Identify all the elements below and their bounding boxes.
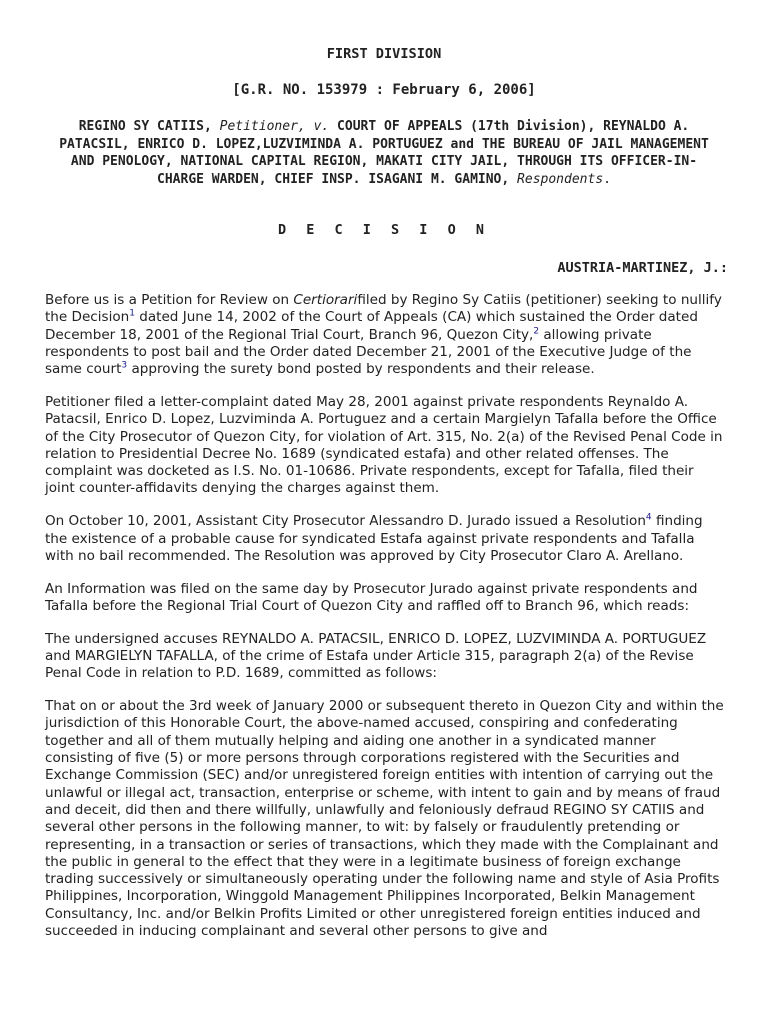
paragraph-text: filed by Regino Sy Catiis (petitioner) seeking to nullify the Decision [45,292,722,326]
ponente: AUSTRIA-MARTINEZ, J.: [557,260,728,276]
paragraph-text: On October 10, 2001, Assistant City Prosecutor Alessandro D. Jurado issued a Resolution [45,513,646,530]
paragraph-4: An Information was filed on the same day by Prosecutor Jurado against private respondents and Tafalla before the Regional Trial Court of Quezon City and raffled off to Branch 96, which reads: [45,580,698,614]
paragraph-2: Petitioner filed a letter-complaint dated May 28, 2001 against private respondents Reynaldo A. Patacsil, Enrico D. Lopez, Luzviminda A. Portuguez and a certain Margielyn Tafalla before the Office of the City Prosecutor of Quezon City, for violation of Art. 315, No. 2(a) of the Revised Penal Code in relation to Presidential Decree No. 1689 (syndicated estafa) and other related offenses. The complaint was docketed as I.S. No. 01-10686. Private respondents, except for Tafalla, filed their joint counter-affidavits denying the charges against them. [45,393,723,497]
paragraph-text: dated June 14, 2002 of the Court of Appeals (CA) which sustained the Order dated December 18, 2001 of the Regional Trial Court, Branch 96, Quezon City, [45,309,698,343]
footnote-link-4[interactable]: 4 [645,512,652,523]
footnote-link-2[interactable]: 2 [533,326,540,337]
paragraph-text: approving the surety bond posted by respondents and their release. [127,361,595,378]
respondents-role: Respondents [517,171,604,187]
paragraph-text: finding the existence of a probable cause for syndicated Estafa against private respondents and Tafalla with no bail recommended. The Resolution was approved by City Prosecutor Claro A. Arellano. [45,513,703,564]
petitioner-name: REGINO SY CATIIS, [78,119,212,134]
italic-term: Certiorari [293,292,358,308]
respondents-names: COURT OF APPEALS (17th Division), REYNALDO A. PATACSIL, ENRICO D. LOPEZ,LUZVIMINDA A. PORTUGUEZ and THE BUREAU OF JAIL MANAGEMENT AND PENOLOGY, NATIONAL CAPITAL REGION, MAKATI CITY JAIL, THROUGH ITS OFFICER-IN-CHARGE WARDEN, CHIEF INSP. ISAGANI M. GAMINO, [59,119,709,187]
paragraph-5: The undersigned accuses REYNALDO A. PATACSIL, ENRICO D. LOPEZ, LUZVIMINDA A. PORTUGUEZ and MARGIELYN TAFALLA, of the crime of Estafa under Article 315, paragraph 2(a) of the Revise Penal Code in relation to P.D. 1689, committed as follows: [45,630,707,682]
paragraph-3 [45,513,725,565]
petitioner-role: Petitioner [219,119,298,134]
decision-body [45,292,725,956]
versus-label: v. [313,119,330,134]
paragraph-1 [45,292,725,378]
footnote-link-3[interactable]: 3 [121,360,128,371]
paragraph-text: allowing private respondents to post bail and the Order dated December 21, 2001 of the Executive Judge of the same court [45,326,692,378]
decision-heading: D E C I S I O N [278,222,490,238]
paragraph-text: Before us is a Petition for Review on [45,292,294,308]
division-heading: FIRST DIVISION [326,46,442,62]
case-number: [G.R. NO. 153979 : February 6, 2006] [232,82,536,98]
case-parties: REGINO SY CATIIS, Petitioner, v. COURT OF APPEALS (17th Division), REYNALDO A. PATACSIL, ENRICO D. LOPEZ,LUZVIMINDA A. PORTUGUEZ and THE BUREAU OF JAIL MANAGEMENT AND PENOLOGY, NATIONAL CAPITAL REGION, MAKATI CITY JAIL, THROUGH ITS OFFICER-IN-CHARGE WARDEN, CHIEF INSP. ISAGANI M. GAMINO, Respondents. [59,119,709,187]
paragraph-6: That on or about the 3rd week of January 2000 or subsequent thereto in Quezon City and within the jurisdiction of this Honorable Court, the above-named accused, conspiring and confederating together and all of them mutually helping and aiding one another in a syndicated manner consisting of five (5) or more persons through corporations registered with the Securities and Exchange Commission (SEC) and/or unregistered foreign entities with intention of carrying out the unlawful or illegal act, transaction, enterprise or scheme, with intent to gain and by means of fraud and deceit, did then and there willfully, unlawfully and feloniously defraud REGINO SY CATIIS and several other persons in the following manner, to wit: by falsely or fraudulently pretending or representing, in a transaction or series of transactions, which they made with the Complainant and the public in general to the effect that they were in a legitimate business of foreign exchange trading successively or simultaneously operating under the following name and style of Asia Profits Philippines, Incorporation, Winggold Management Philippines Incorporated, Belkin Management Consultancy, Inc. and/or Belkin Profits Limited or other unregistered foreign entities induced and succeeded in inducing complainant and several other persons to give and [45,698,724,939]
footnote-link-1[interactable]: 1 [129,308,135,319]
